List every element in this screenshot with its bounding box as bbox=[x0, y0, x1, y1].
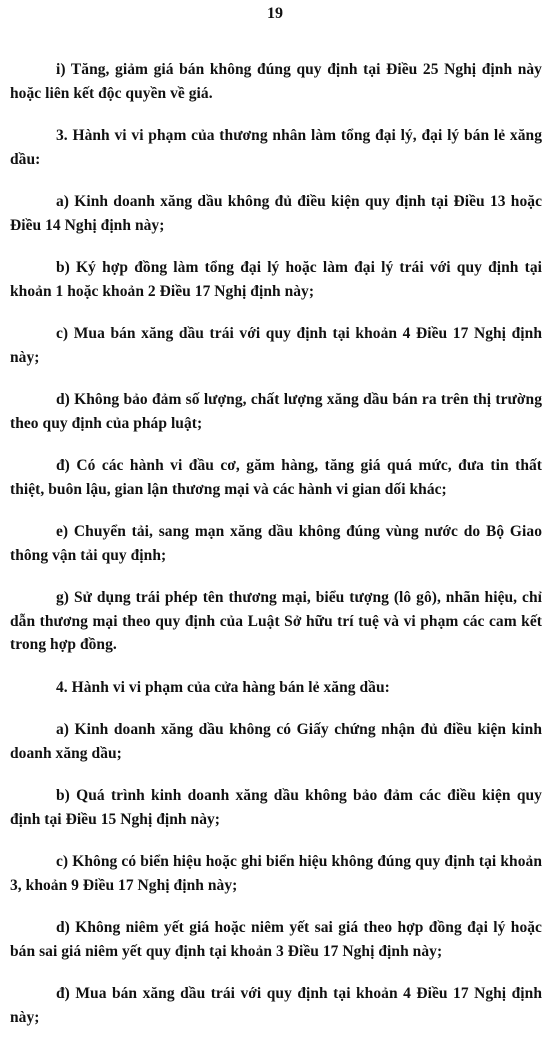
paragraph-3a: a) Kinh doanh xăng dầu không đủ điều kiện quy định tại Điều 13 hoặc Điều 14 Nghị định này; bbox=[10, 193, 542, 234]
paragraph-4c: c) Không có biển hiệu hoặc ghi biển hiệu không đúng quy định tại khoản 3, khoản 9 Điều 17 Nghị định này; bbox=[10, 853, 542, 894]
paragraph-3d: d) Không bảo đảm số lượng, chất lượng xăng dầu bán ra trên thị trường theo quy định của pháp luật; bbox=[10, 391, 542, 432]
paragraph-4dd: đ) Mua bán xăng dầu trái với quy định tại khoản 4 Điều 17 Nghị định này; bbox=[10, 985, 542, 1026]
paragraph-i: i) Tăng, giảm giá bán không đúng quy định tại Điều 25 Nghị định này hoặc liên kết độc quyền về giá. bbox=[10, 61, 542, 102]
paragraph-3g: g) Sử dụng trái phép tên thương mại, biểu tượng (lô gô), nhãn hiệu, chỉ dẫn thương mại theo quy định của Luật Sở hữu trí tuệ và vi phạm các cam kết trong hợp đồng. bbox=[10, 589, 542, 653]
page-number: 19 bbox=[267, 5, 283, 22]
paragraph-3b: b) Ký hợp đồng làm tổng đại lý hoặc làm đại lý trái với quy định tại khoản 1 hoặc khoản 2 Điều 17 Nghị định này; bbox=[10, 259, 542, 300]
paragraph-3e: e) Chuyển tải, sang mạn xăng dầu không đúng vùng nước do Bộ Giao thông vận tải quy định; bbox=[10, 523, 542, 564]
section-3-heading: 3. Hành vi vi phạm của thương nhân làm tổng đại lý, đại lý bán lẻ xăng dầu: bbox=[10, 127, 542, 168]
document-body bbox=[10, 58, 542, 1048]
section-4-heading: 4. Hành vi vi phạm của cửa hàng bán lẻ xăng dầu: bbox=[56, 678, 390, 696]
paragraph-4b: b) Quá trình kinh doanh xăng dầu không bảo đảm các điều kiện quy định tại Điều 15 Nghị định này; bbox=[10, 787, 542, 828]
paragraph-3dd: đ) Có các hành vi đầu cơ, găm hàng, tăng giá quá mức, đưa tin thất thiệt, buôn lậu, gian lận thương mại và các hành vi gian dối khác; bbox=[10, 457, 542, 498]
paragraph-4d: d) Không niêm yết giá hoặc niêm yết sai giá theo hợp đồng đại lý hoặc bán sai giá niêm yết quy định tại khoản 3 Điều 17 Nghị định này; bbox=[10, 919, 542, 960]
paragraph-4a: a) Kinh doanh xăng dầu không có Giấy chứng nhận đủ điều kiện kinh doanh xăng dầu; bbox=[10, 721, 542, 762]
paragraph-3c: c) Mua bán xăng dầu trái với quy định tại khoản 4 Điều 17 Nghị định này; bbox=[10, 325, 542, 366]
